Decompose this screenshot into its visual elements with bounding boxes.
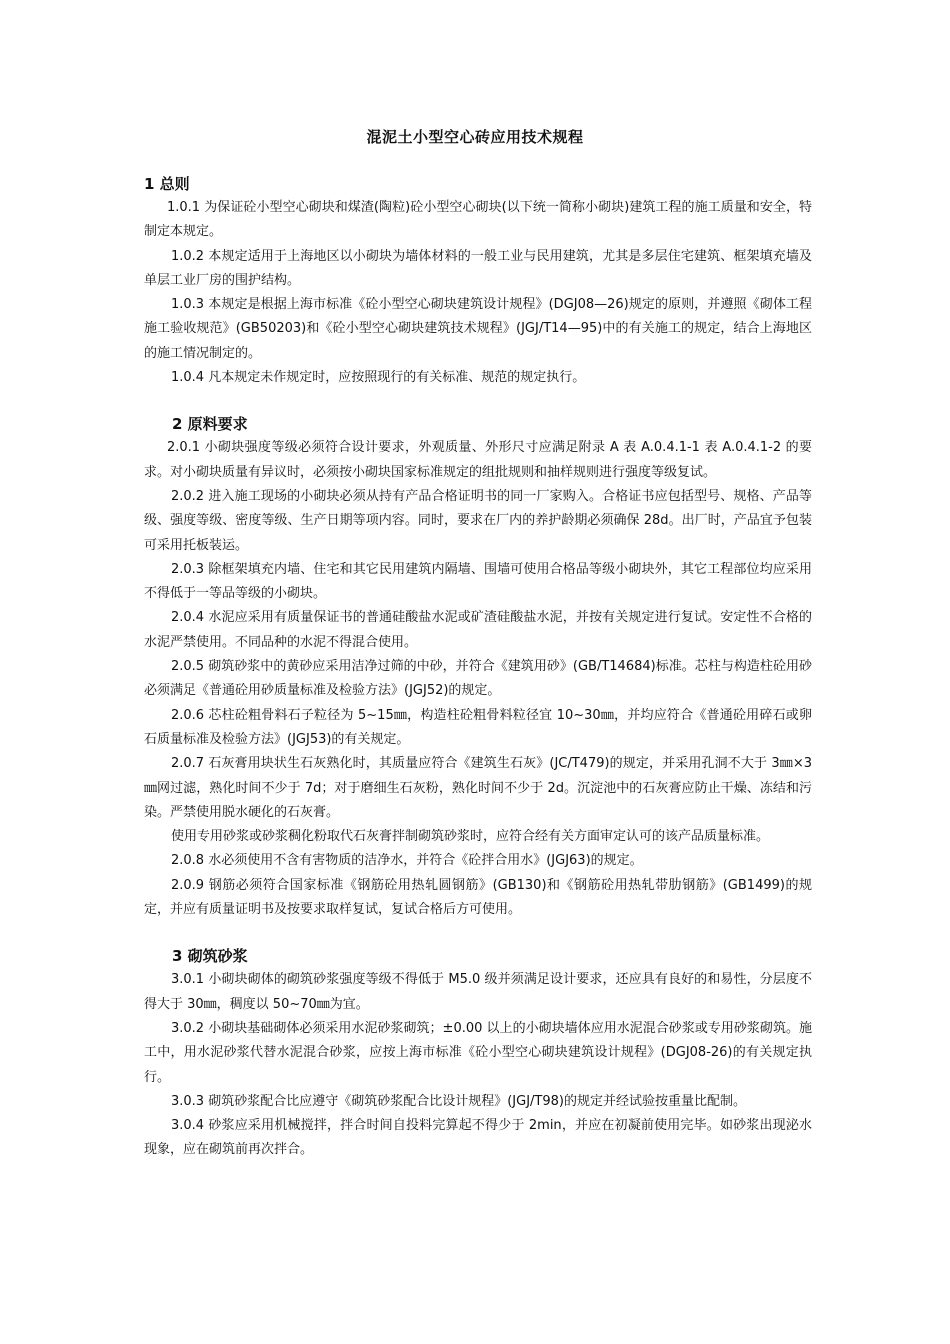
paragraph: 2.0.9 钢筋必须符合国家标准《钢筋砼用热轧圆钢筋》(GB130)和《钢筋砼用热轧带肋钢筋》(GB1499)的规定，并应有质量证明书及按要求取样复试，复试合格后方可使用。	[144, 877, 812, 918]
paragraph: 2.0.5 砌筑砂浆中的黄砂应采用洁净过筛的中砂，并符合《建筑用砂》(GB/T14684)标准。芯柱与构造柱砼用砂必须满足《普通砼用砂质量标准及检验方法》(JGJ52)的规定。	[144, 659, 812, 699]
document-title: 混泥土小型空心砖应用技术规程	[366, 128, 584, 146]
paragraph: 2.0.7 石灰膏用块状生石灰熟化时，其质量应符合《建筑生石灰》(JC/T479)的规定，并采用孔洞不大于 3㎜×3㎜网过滤，熟化时间不少于 7d；对于磨细生石灰粉，熟化时间不少于 2d。沉淀池中的石灰膏应防止干燥、冻结和污染。严禁使用脱水硬化的石灰膏。	[144, 756, 812, 820]
document-body	[144, 172, 812, 1163]
paragraph: 2.0.1 小砌块强度等级必须符合设计要求，外观质量、外形尺寸应满足附录 A 表 A.0.4.1-1 表 A.0.4.1-2 的要求。对小砌块质量有异议时，必须按小砌块国家标准规定的组批规则和抽样规则进行强度等级复试。	[144, 440, 812, 480]
paragraph: 2.0.2 进入施工现场的小砌块必须从持有产品合格证明书的同一厂家购入。合格证书应包括型号、规格、产品等级、强度等级、密度等级、生产日期等项内容。同时，要求在厂内的养护龄期必须确保 28d。出厂时，产品宜予包装可采用托板装运。	[144, 488, 812, 553]
paragraph: 3.0.1 小砌块砌体的砌筑砂浆强度等级不得低于 M5.0 级并须满足设计要求，还应具有良好的和易性，分层度不得大于 30㎜，稠度以 50~70㎜为宜。	[144, 972, 812, 1012]
paragraph: 3.0.2 小砌块基础砌体必须采用水泥砂浆砌筑；±0.00 以上的小砌块墙体应用水泥混合砂浆或专用砂浆砌筑。施工中，用水泥砂浆代替水泥混合砂浆，应按上海市标准《砼小型空心砌块建筑设计规程》(DGJ08-26)的有关规定执行。	[144, 1020, 812, 1085]
paragraph: 2.0.4 水泥应采用有质量保证书的普通硅酸盐水泥或矿渣硅酸盐水泥，并按有关规定进行复试。安定性不合格的水泥严禁使用。不同品种的水泥不得混合使用。	[144, 610, 812, 650]
paragraph: 2.0.8 水必须使用不含有害物质的洁净水，并符合《砼拌合用水》(JGJ63)的规定。	[171, 853, 643, 869]
paragraph: 2.0.3 除框架填充内墙、住宅和其它民用建筑内隔墙、围墙可使用合格品等级小砌块外，其它工程部位均应采用不得低于一等品等级的小砌块。	[144, 561, 812, 602]
section-heading: 3 砌筑砂浆	[172, 947, 248, 966]
paragraph: 1.0.1 为保证砼小型空心砌块和煤渣(陶粒)砼小型空心砌块(以下统一简称小砌块)建筑工程的施工质量和安全，特制定本规定。	[144, 200, 812, 240]
paragraph: 使用专用砂浆或砂浆稠化粉取代石灰膏拌制砌筑砂浆时，应符合经有关方面审定认可的该产品质量标准。	[171, 829, 770, 845]
paragraph: 1.0.3 本规定是根据上海市标准《砼小型空心砌块建筑设计规程》(DGJ08—26)规定的原则，并遵照《砌体工程施工验收规范》(GB50203)和《砼小型空心砌块建筑技术规程》(JGJ/T14—95)中的有关施工的规定，结合上海地区的施工情况制定的。	[144, 297, 812, 361]
section-heading: 1 总则	[144, 175, 190, 193]
paragraph: 1.0.4 凡本规定未作规定时，应按照现行的有关标准、规范的规定执行。	[171, 370, 586, 386]
section-materials	[144, 412, 812, 922]
section-general	[144, 172, 812, 390]
paragraph: 3.0.4 砂浆应采用机械搅拌，拌合时间自投料完算起不得少于 2min，并应在初凝前使用完毕。如砂浆出现泌水现象，应在砌筑前再次拌合。	[144, 1118, 812, 1158]
paragraph: 3.0.3 砌筑砂浆配合比应遵守《砌筑砂浆配合比设计规程》(JGJ/T98)的规定并经试验按重量比配制。	[171, 1093, 746, 1109]
section-spacer	[144, 390, 812, 412]
section-heading: 2 原料要求	[172, 415, 248, 434]
section-mortar	[144, 944, 812, 1162]
paragraph: 2.0.6 芯柱砼粗骨料石子粒径为 5~15㎜，构造柱砼粗骨料粒径宜 10~30㎜，并均应符合《普通砼用碎石或卵石质量标准及检验方法》(JGJ53)的有关规定。	[144, 707, 812, 747]
section-spacer	[144, 922, 812, 944]
paragraph: 1.0.2 本规定适用于上海地区以小砌块为墙体材料的一般工业与民用建筑，尤其是多层住宅建筑、框架填充墙及单层工业厂房的围护结构。	[144, 248, 812, 288]
